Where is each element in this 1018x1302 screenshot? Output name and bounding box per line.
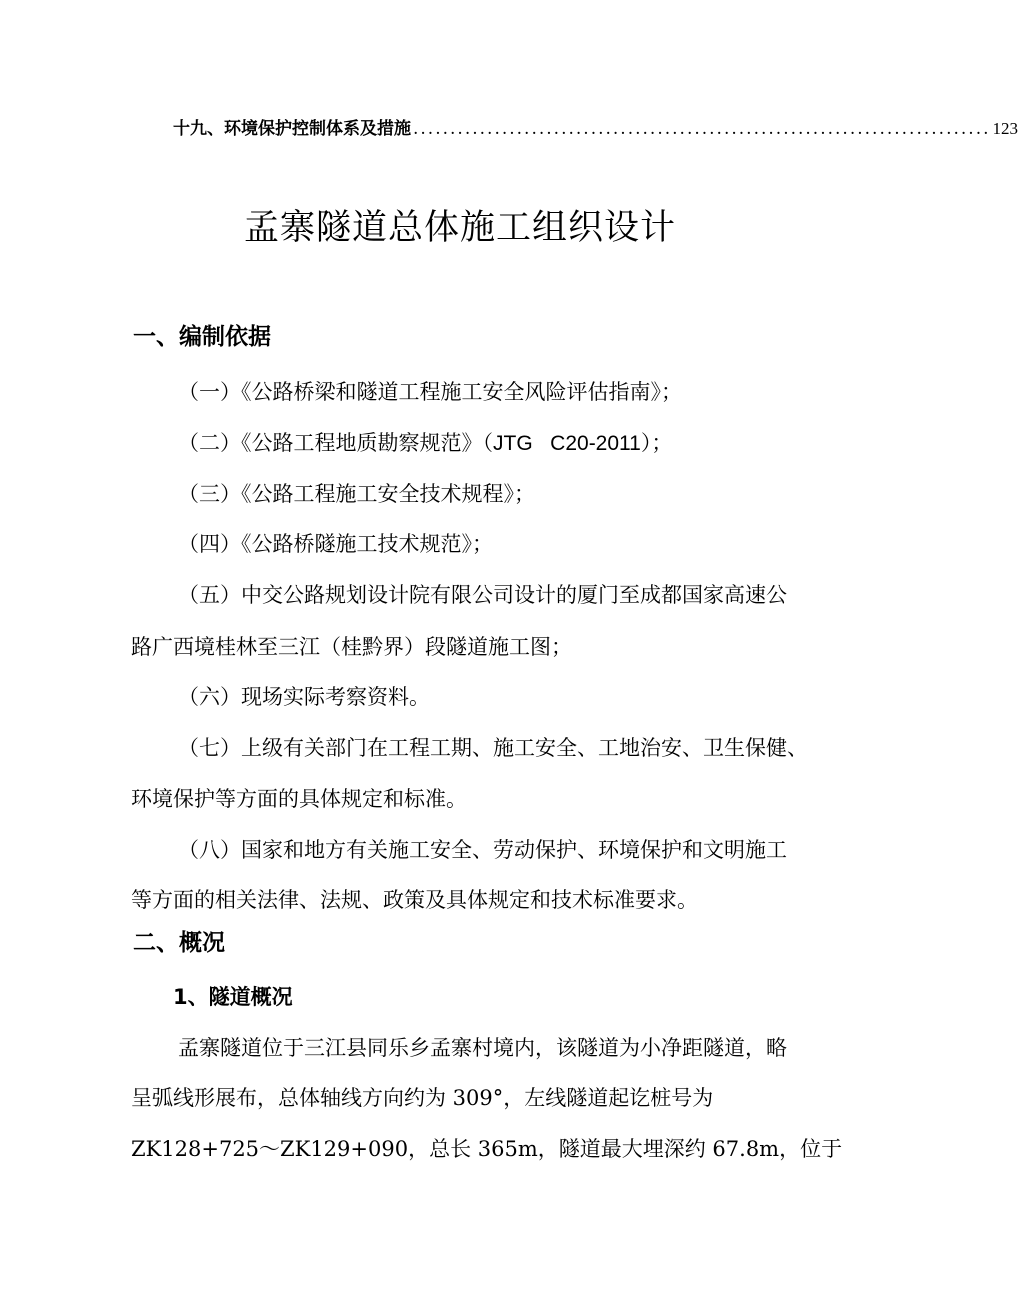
section-heading-overview: 二、概况 [133,930,225,956]
toc-entry-label: 十九、环境保护控制体系及措施 [173,119,411,139]
overview-para-line3: ZK128+725～ZK129+090，总长 365m，隧道最大埋深约 67.8m，位于 [131,1137,843,1161]
basis-item-2-code: JTG C20-2011 [493,432,641,455]
toc-leader-dots: .............................................................................. [413,119,991,139]
basis-item-2-text: （二）《公路工程地质勘察规范》（ [178,431,493,455]
basis-item-7-line2: 环境保护等方面的具体规定和标准。 [131,787,467,811]
subsection-heading-tunnel: 1、隧道概况 [173,985,293,1009]
basis-item-3: （三）《公路工程施工安全技术规程》； [178,482,535,506]
section-heading-basis: 一、编制依据 [133,324,271,350]
overview-para-line1: 孟寨隧道位于三江县同乐乡孟寨村境内，该隧道为小净距隧道，略 [178,1036,787,1060]
basis-item-1: （一）《公路桥梁和隧道工程施工安全风险评估指南》； [178,380,682,404]
overview-para-line2: 呈弧线形展布，总体轴线方向约为 309°，左线隧道起讫桩号为 [131,1086,714,1110]
basis-item-4: （四）《公路桥隧施工技术规范》； [178,532,493,556]
basis-item-2 [178,427,672,457]
basis-item-5-line1: （五）中交公路规划设计院有限公司设计的厦门至成都国家高速公 [178,583,787,607]
toc-entry[interactable] [173,113,1018,139]
basis-item-7-line1: （七）上级有关部门在工程工期、施工安全、工地治安、卫生保健、 [178,736,808,760]
basis-item-8-line2: 等方面的相关法律、法规、政策及具体规定和技术标准要求。 [131,888,698,912]
basis-item-6: （六）现场实际考察资料。 [178,685,430,709]
basis-item-2-end: ）； [640,431,673,455]
document-title: 孟寨隧道总体施工组织设计 [243,208,676,248]
basis-item-5-line2: 路广西境桂林至三江（桂黔界）段隧道施工图； [131,635,572,659]
toc-page-number: 123 [992,119,1018,138]
basis-item-8-line1: （八）国家和地方有关施工安全、劳动保护、环境保护和文明施工 [178,838,787,862]
